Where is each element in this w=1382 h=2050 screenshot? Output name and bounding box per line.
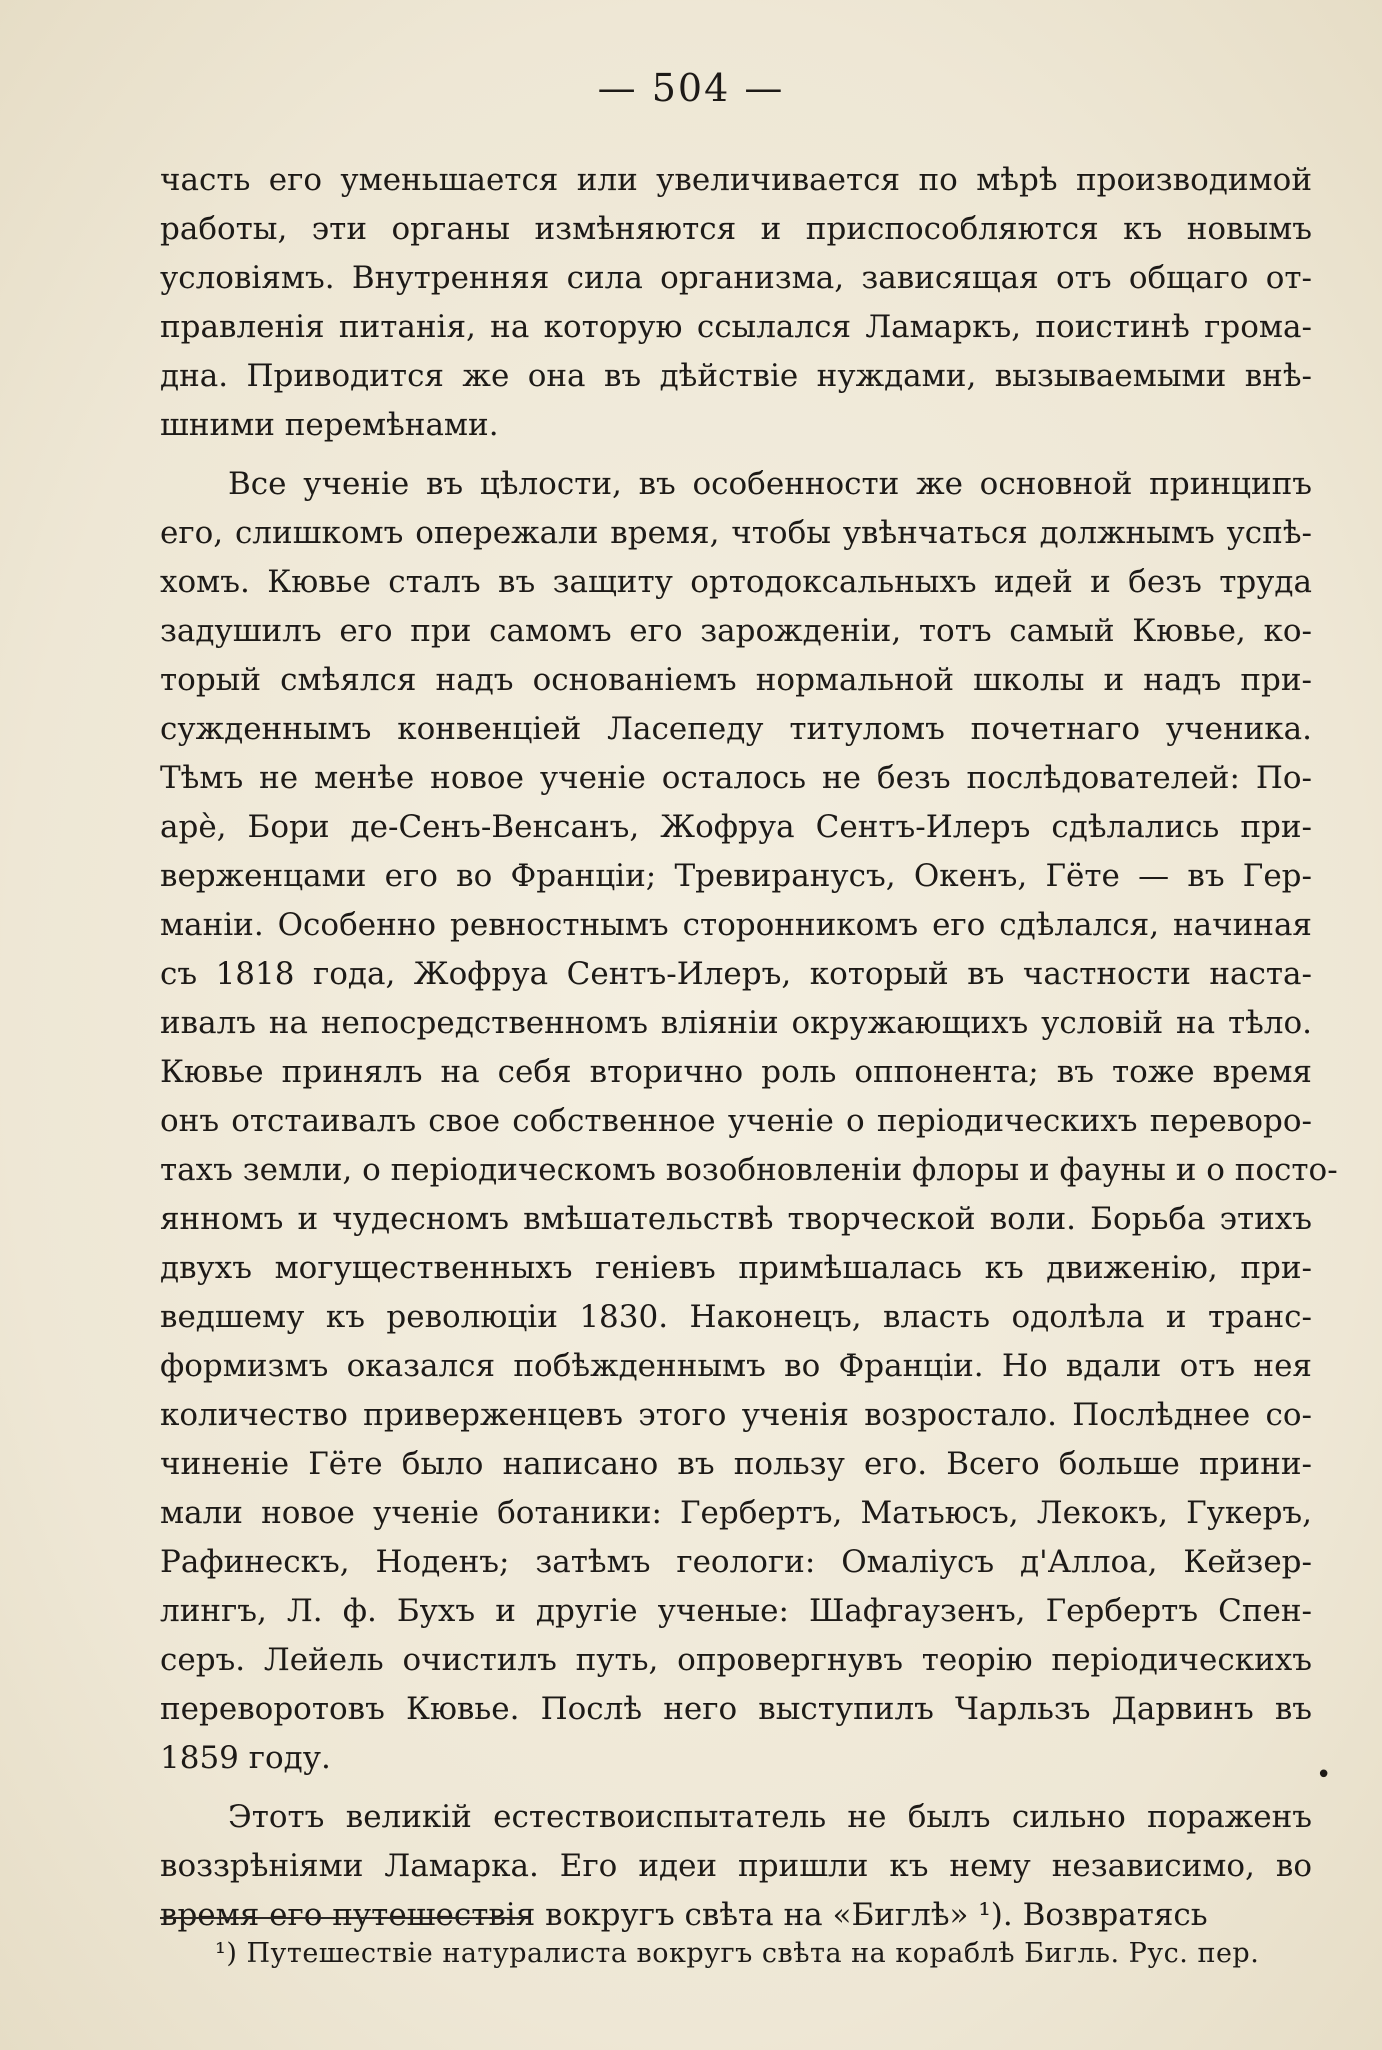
page-number: — 504 —	[597, 66, 785, 110]
paragraph-gap	[160, 450, 1312, 460]
margin-mark: •	[1316, 1760, 1332, 1790]
text-line: Все ученіе въ цѣлости, въ особенности же основной принципъ	[228, 466, 1312, 502]
paragraph-gap	[160, 1783, 1312, 1793]
text-line: условіямъ. Внутренняя сила организма, зависящая отъ общаго от-	[160, 260, 1312, 296]
text-line: маніи. Особенно ревностнымъ сторонникомъ его сдѣлался, начиная	[160, 907, 1312, 943]
text-line: ведшему къ революціи 1830. Наконецъ, власть одолѣла и транс-	[160, 1299, 1312, 1335]
text-line: Тѣмъ не менѣе новое ученіе осталось не безъ послѣдователей: По-	[160, 760, 1312, 796]
text-line: количество приверженцевъ этого ученія возростало. Послѣднее со-	[160, 1397, 1312, 1433]
text-line: чиненіе Гёте было написано въ пользу его. Всего больше прини-	[160, 1446, 1312, 1482]
text-line: онъ отстаивалъ свое собственное ученіе о періодическихъ переворо-	[160, 1103, 1312, 1139]
text-line: ивалъ на непосредственномъ вліяніи окружающихъ условій на тѣло.	[160, 1005, 1312, 1041]
text-line: Этотъ великій естествоиспытатель не былъ сильно пораженъ	[228, 1799, 1312, 1835]
text-line: Кювье принялъ на себя вторично роль оппонента; въ тоже время	[160, 1054, 1312, 1090]
text-line: двухъ могущественныхъ геніевъ примѣшалась къ движенію, при-	[160, 1250, 1312, 1286]
text-line: Рафинескъ, Ноденъ; затѣмъ геологи: Омаліусъ д'Аллоа, Кейзер-	[160, 1544, 1312, 1580]
text-line: хомъ. Кювье сталъ въ защиту ортодоксальныхъ идей и безъ труда	[160, 564, 1312, 600]
footnote-divider	[160, 1917, 530, 1919]
text-line: сужденнымъ конвенціей Ласепеду титуломъ почетнаго ученика.	[160, 711, 1312, 747]
text-line: его, слишкомъ опережали время, чтобы увѣнчаться должнымъ успѣ-	[160, 515, 1312, 551]
text-line: янномъ и чудесномъ вмѣшательствѣ творческой воли. Борьба этихъ	[160, 1201, 1312, 1237]
text-line: время его путешествія вокругъ свѣта на «Биглѣ» ¹). Возвратясь	[160, 1897, 1208, 1933]
text-line: съ 1818 года, Жофруа Сентъ-Илеръ, который въ частности наста-	[160, 956, 1312, 992]
text-line: правленія питанія, на которую ссылался Ламаркъ, поистинѣ грома-	[160, 309, 1312, 345]
text-line: арè, Бори де-Сенъ-Венсанъ, Жофруа Сентъ-Илеръ сдѣлались при-	[160, 809, 1312, 845]
text-line: серъ. Лейель очистилъ путь, опровергнувъ теорію періодическихъ	[160, 1642, 1312, 1678]
text-line: задушилъ его при самомъ его зарожденіи, тотъ самый Кювье, ко-	[160, 613, 1312, 649]
text-line: 1859 году.	[160, 1740, 331, 1776]
text-line: формизмъ оказался побѣжденнымъ во Франціи. Но вдали отъ нея	[160, 1348, 1312, 1384]
footnote-text: Путешествіе натуралиста вокругъ свѣта на кораблѣ Бигль. Рус. пер.	[246, 1938, 1260, 1969]
text-line: дна. Приводится же она въ дѣйствіе нуждами, вызываемыми внѣ-	[160, 358, 1312, 394]
text-line: воззрѣніями Ламарка. Его идеи пришли къ нему независимо, во	[160, 1848, 1312, 1884]
text-line: переворотовъ Кювье. Послѣ него выступилъ Чарльзъ Дарвинъ въ	[160, 1691, 1312, 1727]
body-text	[160, 156, 1338, 1940]
text-line: шними перемѣнами.	[160, 407, 499, 443]
text-line: верженцами его во Франціи; Тревиранусъ, Окенъ, Гёте — въ Гер-	[160, 858, 1312, 894]
text-line: лингъ, Л. ф. Бухъ и другіе ученые: Шафгаузенъ, Гербертъ Спен-	[160, 1593, 1312, 1629]
text-line: тахъ земли, о періодическомъ возобновленіи флоры и фауны и о посто-	[160, 1152, 1338, 1188]
text-line: мали новое ученіе ботаники: Гербертъ, Матьюсъ, Лекокъ, Гукеръ,	[160, 1495, 1312, 1531]
text-line: часть его уменьшается или увеличивается по мѣрѣ производимой	[160, 162, 1312, 198]
text-line: торый смѣялся надъ основаніемъ нормальной школы и надъ при-	[160, 662, 1312, 698]
paragraph	[160, 156, 1312, 450]
footnote	[215, 1938, 1259, 1969]
text-line: работы, эти органы измѣняются и приспособляются къ новымъ	[160, 211, 1312, 247]
paragraph	[160, 460, 1338, 1783]
footnote-marker: ¹)	[215, 1938, 238, 1969]
